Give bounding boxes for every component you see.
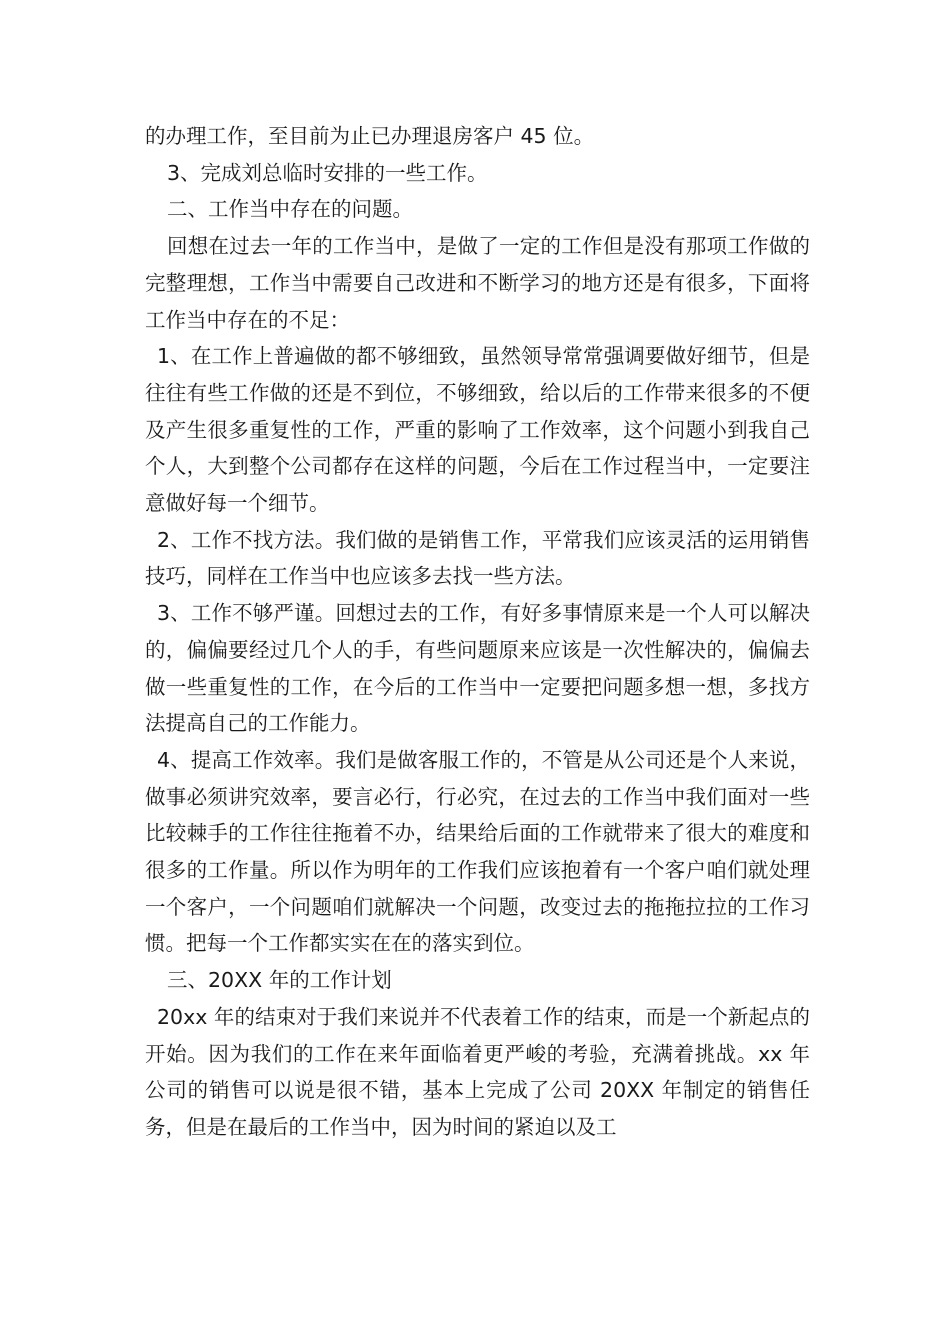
section-heading-problems: 二、工作当中存在的问题。 (167, 197, 413, 222)
section-heading-plan: 三、20XX 年的工作计划 (167, 968, 392, 993)
paragraph-problem-4: 4、提高工作效率。我们是做客服工作的，不管是从公司还是个人来说，做事必须讲究效率，要言必行，行必究，在过去的工作当中我们面对一些比较棘手的工作往往拖着不办，结果给后面的工作就带来了很大的难度和很多的工作量。所以作为明年的工作我们应该抱着有一个客户咱们就处理一个客户，一个问题咱们就解决一个问题，改变过去的拖拖拉拉的工作习惯。把每一个工作都实实在在的落实到位。 (145, 747, 810, 956)
paragraph-problem-1: 1、在工作上普遍做的都不够细致，虽然领导常常强调要做好细节，但是往往有些工作做的还是不到位，不够细致，给以后的工作带来很多的不便及产生很多重复性的工作，严重的影响了工作效率，这个问题小到我自己个人，大到整个公司都存在这样的问题，今后在工作过程当中，一定要注意做好每一个细节。 (145, 344, 810, 516)
paragraph-item-3-tasks: 3、完成刘总临时安排的一些工作。 (167, 160, 488, 185)
paragraph-checkout-count: 的办理工作，至目前为止已办理退房客户 45 位。 (145, 124, 595, 148)
paragraph-reflection: 回想在过去一年的工作当中，是做了一定的工作但是没有那项工作做的完整理想，工作当中需要自己改进和不断学习的地方还是有很多，下面将工作当中存在的不足： (145, 234, 810, 332)
paragraph-problem-3: 3、工作不够严谨。回想过去的工作，有好多事情原来是一个人可以解决的，偏偏要经过几个人的手，有些问题原来应该是一次性解决的，偏偏去做一些重复性的工作，在今后的工作当中一定要把问题多想一想，多找方法提高自己的工作能力。 (145, 601, 810, 736)
document-body (145, 118, 810, 1146)
paragraph-problem-2: 2、工作不找方法。我们做的是销售工作，平常我们应该灵活的运用销售技巧，同样在工作当中也应该多去找一些方法。 (145, 527, 810, 589)
paragraph-plan-intro: 20xx 年的结束对于我们来说并不代表着工作的结束，而是一个新起点的开始。因为我们的工作在来年面临着更严峻的考验，充满着挑战。xx 年公司的销售可以说是很不错，基本上完成了公司 20XX 年制定的销售任务，但是在最后的工作当中，因为时间的紧迫以及工 (145, 1004, 810, 1139)
